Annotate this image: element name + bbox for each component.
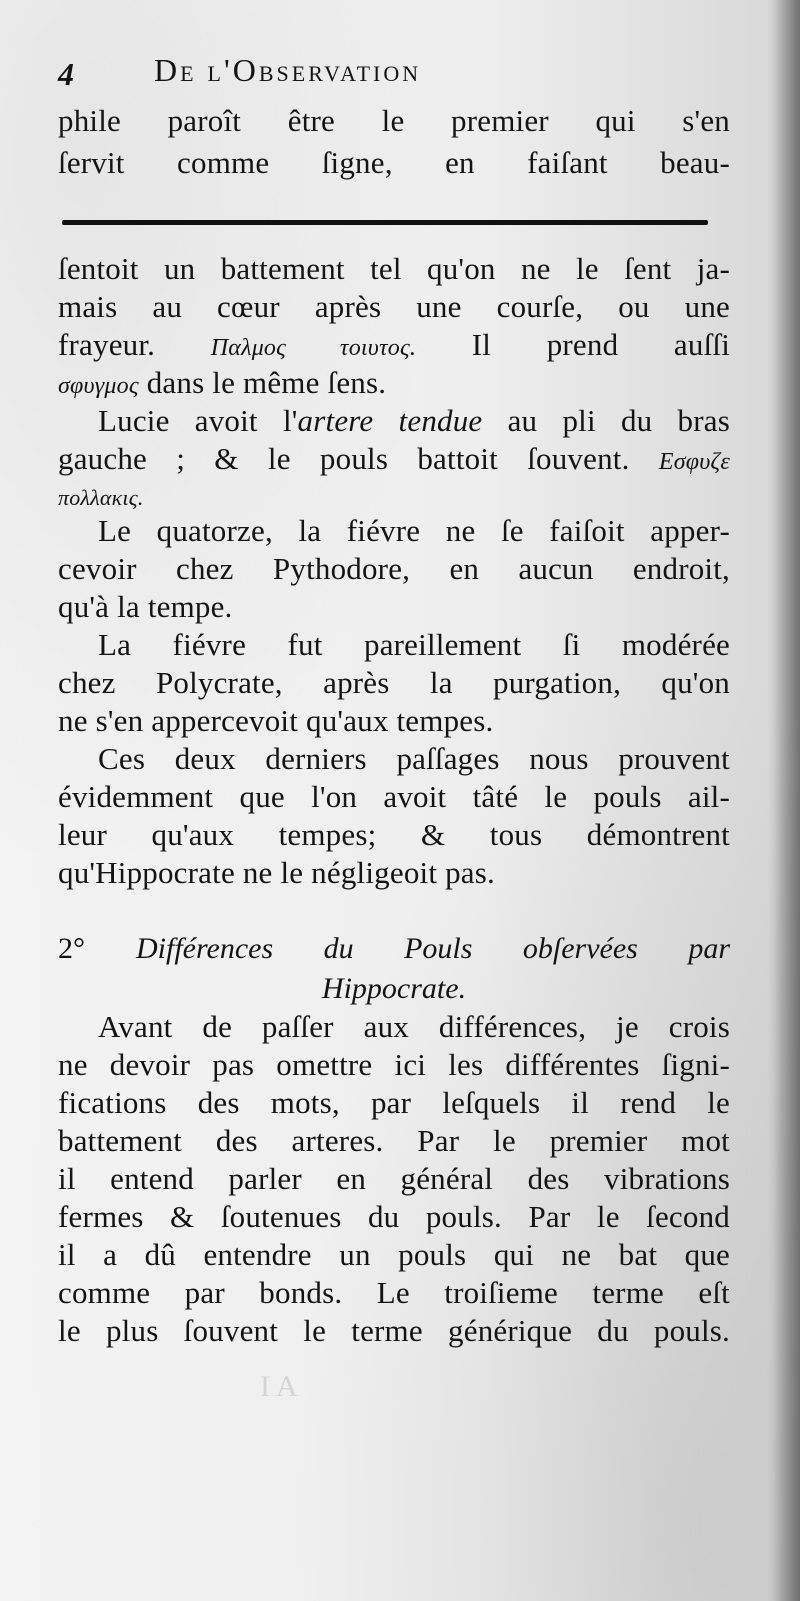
section-title-continued: Hippocrate. — [321, 972, 467, 1005]
greek-text: Εσφυζε — [658, 449, 730, 475]
text-line: chez Polycrate, après la purgation, qu'on — [58, 665, 730, 700]
text-line: le plus ſouvent le terme générique du pouls. — [58, 1313, 730, 1348]
text-line: fications des mots, par leſquels il rend le — [58, 1085, 730, 1120]
italic-text: artere tendue — [297, 403, 483, 438]
text-line: mais au cœur après une courſe, ou une — [58, 289, 730, 324]
text-run: au pli du bras — [507, 403, 731, 438]
text-line — [58, 326, 730, 367]
text-line — [58, 402, 730, 440]
text-line: La fiévre fut pareillement ſi modérée — [98, 627, 730, 662]
running-head: De l'Observation — [154, 52, 422, 88]
text-line: évidemment que l'on avoit tâté le pouls ail- — [58, 779, 730, 814]
text-line: fermes & ſoutenues du pouls. Par le ſecond — [58, 1199, 730, 1234]
page-number: 4 — [58, 56, 74, 92]
text-line: il entend parler en général des vibrations — [58, 1161, 730, 1196]
section-number: 2° — [58, 932, 85, 965]
text-line: cevoir chez Pythodore, en aucun endroit, — [58, 551, 730, 586]
greek-text: σφυγμος — [58, 373, 139, 399]
bleed-through-text: I A — [260, 1370, 298, 1403]
section-title: Différences du Pouls obſervées par — [136, 932, 730, 965]
text-line: ne devoir pas omettre ici les différentes ſigni- — [58, 1047, 730, 1082]
text-line: Le quatorze, la fiévre ne ſe faiſoit apper- — [98, 513, 730, 548]
page-header — [58, 52, 730, 100]
text-line — [58, 476, 730, 517]
text-run: Lucie avoit l' — [98, 403, 298, 438]
text-line: il a dû entendre un pouls qui ne bat que — [58, 1237, 730, 1272]
greek-text: Παλμος τοιυτος. — [210, 335, 417, 361]
text-line: qu'à la tempe. — [58, 589, 233, 624]
text-line: leur qu'aux tempes; & tous démontrent — [58, 817, 730, 852]
text-line: ſervit comme ſigne, en faiſant beau- — [58, 145, 730, 180]
page-edge-shadow — [774, 0, 800, 1601]
text-line: battement des arteres. Par le premier mot — [58, 1123, 730, 1158]
text-line: Avant de paſſer aux différences, je crois — [98, 1009, 730, 1044]
text-run: gauche ; & le pouls battoit ſouvent. — [58, 441, 630, 476]
text-line — [58, 440, 730, 481]
greek-text: πολλακις. — [58, 485, 144, 510]
text-run: Il prend auſſi — [471, 327, 731, 362]
text-line: comme par bonds. Le troiſieme terme eſt — [58, 1275, 730, 1310]
text-line: ſentoit un battement tel qu'on ne le ſent ja- — [58, 251, 730, 286]
text-line: ne s'en appercevoit qu'aux tempes. — [58, 703, 494, 738]
text-line: phile paroît être le premier qui s'en — [58, 103, 730, 138]
text-run: frayeur. — [58, 327, 156, 362]
text-line: qu'Hippocrate ne le négligeoit pas. — [58, 855, 495, 890]
text-run: dans le même ſens. — [146, 365, 387, 400]
horizontal-rule — [62, 220, 708, 225]
text-line — [58, 364, 730, 405]
text-line: Ces deux derniers paſſages nous prouvent — [98, 741, 730, 776]
